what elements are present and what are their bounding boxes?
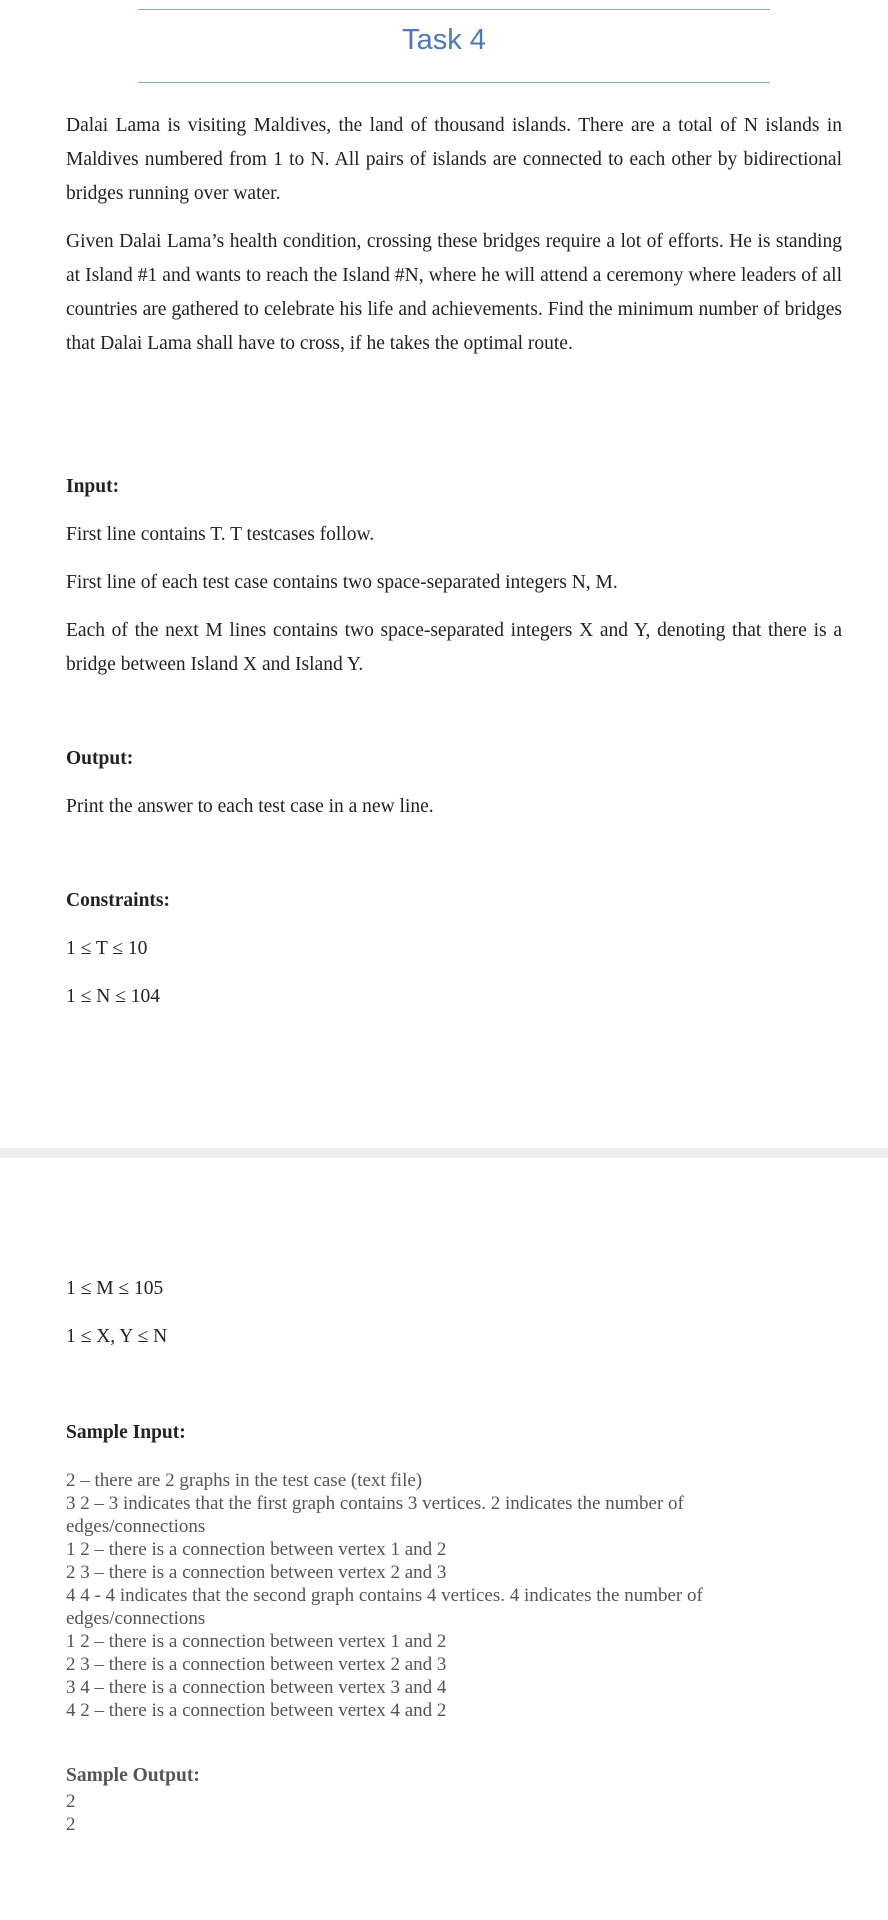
sample-input-line: 3 2 – 3 indicates that the first graph contains 3 vertices. 2 indicates the number of [66, 1493, 684, 1514]
output-heading: Output: [66, 748, 134, 769]
constraint-item: 1 ≤ T ≤ 10 [66, 938, 148, 959]
sample-input-heading: Sample Input: [66, 1422, 186, 1443]
sample-input-line: 4 4 - 4 indicates that the second graph contains 4 vertices. 4 indicates the number of [66, 1585, 703, 1606]
sample-input-line: 4 2 – there is a connection between vertex 4 and 2 [66, 1700, 447, 1721]
title-bottom-rule [138, 82, 770, 83]
intro-paragraph-2: Given Dalai Lama’s health condition, crossing these bridges require a lot of efforts. He is standing at Island #1 and wants to reach the Island #N, where he will attend a ceremony where leaders of all countries are gathered to celebrate his life and achievements. Find the minimum number of bridges that Dalai Lama shall have to cross, if he takes the optimal route. [66, 231, 842, 354]
input-line-2: First line of each test case contains two space-separated integers N, M. [66, 572, 618, 593]
document-page-2 [0, 1158, 888, 1920]
output-line-1: Print the answer to each test case in a new line. [66, 796, 434, 817]
sample-input-line: 3 4 – there is a connection between vertex 3 and 4 [66, 1677, 447, 1698]
sample-input-line: 2 3 – there is a connection between vertex 2 and 3 [66, 1562, 447, 1583]
page-break [0, 1148, 888, 1158]
sample-input-line: 1 2 – there is a connection between vertex 1 and 2 [66, 1539, 447, 1560]
sample-output-block [66, 1790, 76, 1836]
input-line-3: Each of the next M lines contains two space-separated integers X and Y, denoting that there is a bridge between Island X and Island Y. [66, 620, 842, 675]
constraint-item: 1 ≤ X, Y ≤ N [66, 1326, 168, 1347]
sample-input-line: 2 – there are 2 graphs in the test case (text file) [66, 1470, 423, 1491]
sample-output-line: 2 [66, 1814, 76, 1835]
page-title: Task 4 [402, 24, 486, 56]
input-heading: Input: [66, 476, 120, 497]
sample-output-heading: Sample Output: [66, 1765, 200, 1786]
sample-input-line: edges/connections [66, 1516, 206, 1537]
intro-paragraph-1: Dalai Lama is visiting Maldives, the land of thousand islands. There are a total of N islands in Maldives numbered from 1 to N. All pairs of islands are connected to each other by bidirectional bridges running over water. [66, 115, 842, 204]
title-top-rule [138, 9, 770, 10]
sample-input-line: 1 2 – there is a connection between vertex 1 and 2 [66, 1631, 447, 1652]
sample-output-line: 2 [66, 1791, 76, 1812]
input-line-1: First line contains T. T testcases follow. [66, 524, 375, 545]
sample-input-line: 2 3 – there is a connection between vertex 2 and 3 [66, 1654, 447, 1675]
constraint-item: 1 ≤ N ≤ 104 [66, 986, 160, 1007]
sample-input-block [66, 1469, 703, 1722]
sample-input-line: edges/connections [66, 1608, 206, 1629]
constraints-heading: Constraints: [66, 890, 171, 911]
constraint-item: 1 ≤ M ≤ 105 [66, 1278, 164, 1299]
